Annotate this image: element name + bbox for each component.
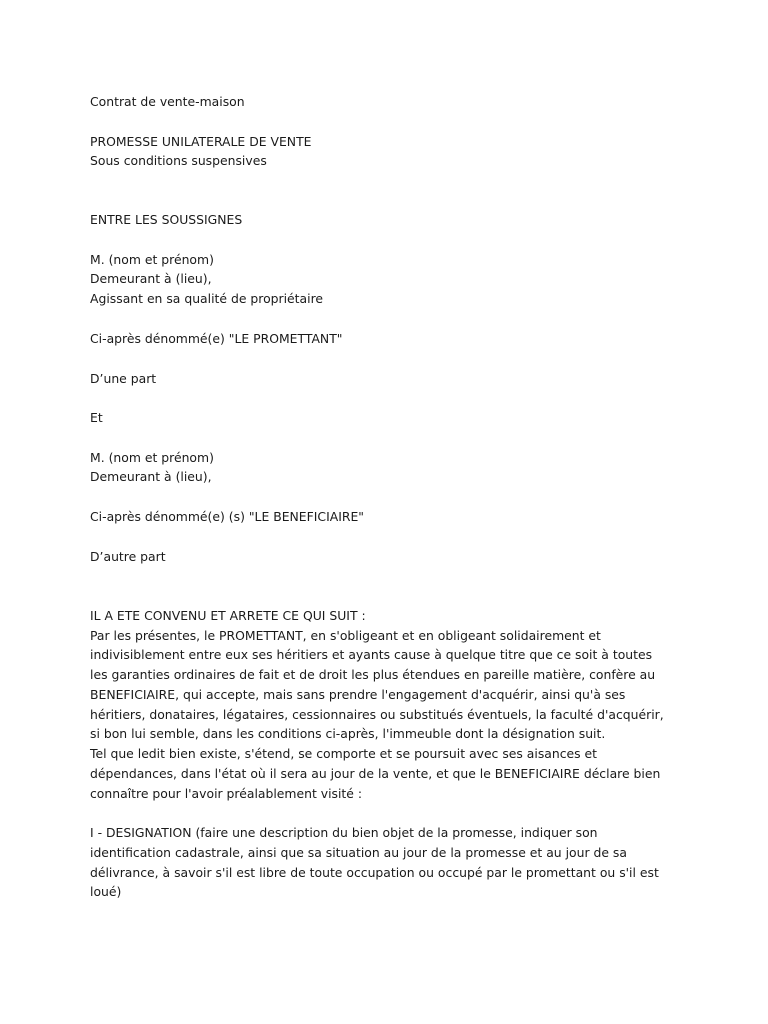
beneficiaire-designation: Ci-après dénommé(e) (s) "LE BENEFICIAIRE" — [90, 509, 364, 524]
property-paragraph-line: Tel que ledit bien existe, s'étend, se comporte et se poursuit avec ses aisances et — [90, 746, 598, 761]
agreement-heading: IL A ETE CONVENU ET ARRETE CE QUI SUIT : — [90, 608, 366, 623]
promettant-address: Demeurant à (lieu), — [90, 271, 212, 286]
designation-paragraph-line: I - DESIGNATION (faire une description du bien objet de la promesse, indiquer son — [90, 825, 598, 840]
promise-subheading: Sous conditions suspensives — [90, 153, 267, 168]
and-label: Et — [90, 410, 103, 425]
designation-paragraph-line: délivrance, à savoir s'il est libre de toute occupation ou occupé par le promettant ou s'il est — [90, 865, 659, 880]
first-party-label: D’une part — [90, 371, 157, 386]
agreement-paragraph-line: les garanties ordinaires de fait et de droit les plus étendues en pareille matière, confère au — [90, 667, 656, 682]
property-paragraph-line: dépendances, dans l'état où il sera au jour de la vente, et que le BENEFICIAIRE déclare bien — [90, 766, 661, 781]
designation-paragraph-line: identification cadastrale, ainsi que sa situation au jour de la promesse et au jour de sa — [90, 845, 627, 860]
parties-heading: ENTRE LES SOUSSIGNES — [90, 212, 243, 227]
property-paragraph-line: connaître pour l'avoir préalablement visité : — [90, 786, 363, 801]
promise-heading: PROMESSE UNILATERALE DE VENTE — [90, 134, 312, 149]
promettant-designation: Ci-après dénommé(e) "LE PROMETTANT" — [90, 331, 343, 346]
second-party-label: D’autre part — [90, 549, 166, 564]
agreement-paragraph-line: BENEFICIAIRE, qui accepte, mais sans prendre l'engagement d'acquérir, ainsi qu'à ses — [90, 687, 626, 702]
agreement-paragraph-line: Par les présentes, le PROMETTANT, en s'obligeant et en obligeant solidairement et — [90, 628, 601, 643]
beneficiaire-name: M. (nom et prénom) — [90, 450, 214, 465]
agreement-paragraph-line: indivisiblement entre eux ses héritiers et ayants cause à quelque titre que ce soit à toutes — [90, 647, 653, 662]
promettant-name: M. (nom et prénom) — [90, 252, 214, 267]
promettant-capacity: Agissant en sa qualité de propriétaire — [90, 291, 324, 306]
beneficiaire-address: Demeurant à (lieu), — [90, 469, 212, 484]
document-title: Contrat de vente-maison — [90, 94, 245, 109]
agreement-paragraph-line: héritiers, donataires, légataires, cessionnaires ou substitués éventuels, la faculté d'acquérir, — [90, 707, 664, 722]
agreement-paragraph-line: si bon lui semble, dans les conditions ci-après, l'immeuble dont la désignation suit. — [90, 726, 606, 741]
designation-paragraph-line: loué) — [90, 884, 122, 899]
